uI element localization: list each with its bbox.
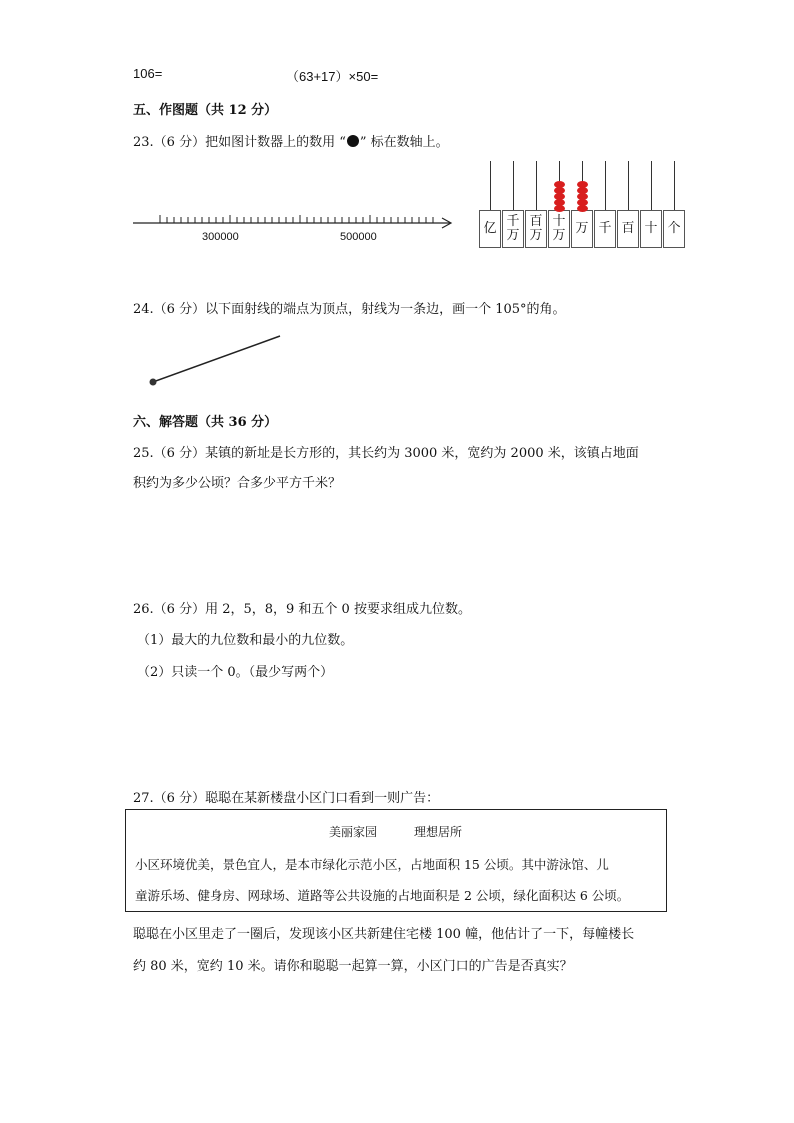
abacus-rod bbox=[674, 161, 675, 210]
abacus-rod bbox=[490, 161, 491, 210]
question-27-after-line-1: 聪聪在小区里走了一圈后，发现该小区共新建住宅楼 100 幢，他估计了一下，每幢楼长 bbox=[133, 927, 635, 942]
section-six-title: 六、解答题（共 36 分） bbox=[133, 415, 278, 430]
number-line-ticks bbox=[160, 215, 433, 223]
section-five-title: 五、作图题（共 12 分） bbox=[133, 103, 278, 118]
abacus-place-label: 个 bbox=[663, 210, 685, 248]
abacus-rod bbox=[628, 161, 629, 210]
abacus-place-label: 百 万 bbox=[525, 210, 547, 248]
ray-line bbox=[153, 336, 280, 382]
abacus-rod bbox=[513, 161, 514, 210]
number-line-label-300000: 300000 bbox=[202, 231, 239, 243]
question-23-text-after: ” 标在数轴上。 bbox=[359, 135, 449, 150]
ad-line-2: 童游乐场、健身房、网球场、道路等公共设施的占地面积是 2 公顷，绿化面积达 6 公顷。 bbox=[135, 888, 630, 903]
question-26-part-2: （2）只读一个 0。（最少写两个） bbox=[137, 665, 334, 680]
black-dot-icon bbox=[347, 135, 359, 147]
ray-figure bbox=[145, 330, 285, 390]
expression-63-17-times-50: （63+17）×50= bbox=[286, 69, 379, 84]
abacus-bead bbox=[554, 205, 565, 212]
number-line-label-500000: 500000 bbox=[340, 231, 377, 243]
question-25-line-2: 积约为多少公顷？合多少平方千米？ bbox=[133, 476, 342, 491]
question-23-text-before: 23.（6 分）把如图计数器上的数用 “ bbox=[133, 135, 346, 150]
question-25-line-1: 25.（6 分）某镇的新址是长方形的，其长约为 3000 米，宽约为 2000 米，该镇占地面 bbox=[133, 446, 639, 461]
abacus-place-label: 万 bbox=[571, 210, 593, 248]
ray-endpoint bbox=[150, 379, 157, 386]
abacus-place-label: 百 bbox=[617, 210, 639, 248]
abacus-bead bbox=[577, 205, 588, 212]
number-line bbox=[130, 205, 460, 245]
ad-line-1: 小区环境优美，景色宜人，是本市绿化示范小区，占地面积 15 公顷。其中游泳馆、儿 bbox=[135, 857, 609, 872]
abacus-place-label: 十 bbox=[640, 210, 662, 248]
expression-106: 106= bbox=[133, 66, 163, 81]
abacus-rod bbox=[651, 161, 652, 210]
question-27-after-line-2: 约 80 米，宽约 10 米。请你和聪聪一起算一算，小区门口的广告是否真实？ bbox=[133, 959, 573, 974]
question-24-text: 24.（6 分）以下面射线的端点为顶点，射线为一条边，画一个 105°的角。 bbox=[133, 302, 566, 317]
abacus-place-label: 十 万 bbox=[548, 210, 570, 248]
abacus-rod bbox=[605, 161, 606, 210]
abacus-place-label: 千 bbox=[594, 210, 616, 248]
question-27-text: 27.（6 分）聪聪在某新楼盘小区门口看到一则广告： bbox=[133, 791, 440, 806]
abacus-rod bbox=[536, 161, 537, 210]
question-26-part-1: （1）最大的九位数和最小的九位数。 bbox=[137, 633, 354, 648]
ad-title-left: 美丽家园 bbox=[329, 825, 378, 839]
question-26-text: 26.（6 分）用 2，5，8，9 和五个 0 按要求组成九位数。 bbox=[133, 602, 471, 617]
question-23-text bbox=[133, 131, 449, 150]
abacus-place-label: 千 万 bbox=[502, 210, 524, 248]
abacus-place-label: 亿 bbox=[479, 210, 501, 248]
ad-title-right: 理想居所 bbox=[414, 825, 463, 839]
